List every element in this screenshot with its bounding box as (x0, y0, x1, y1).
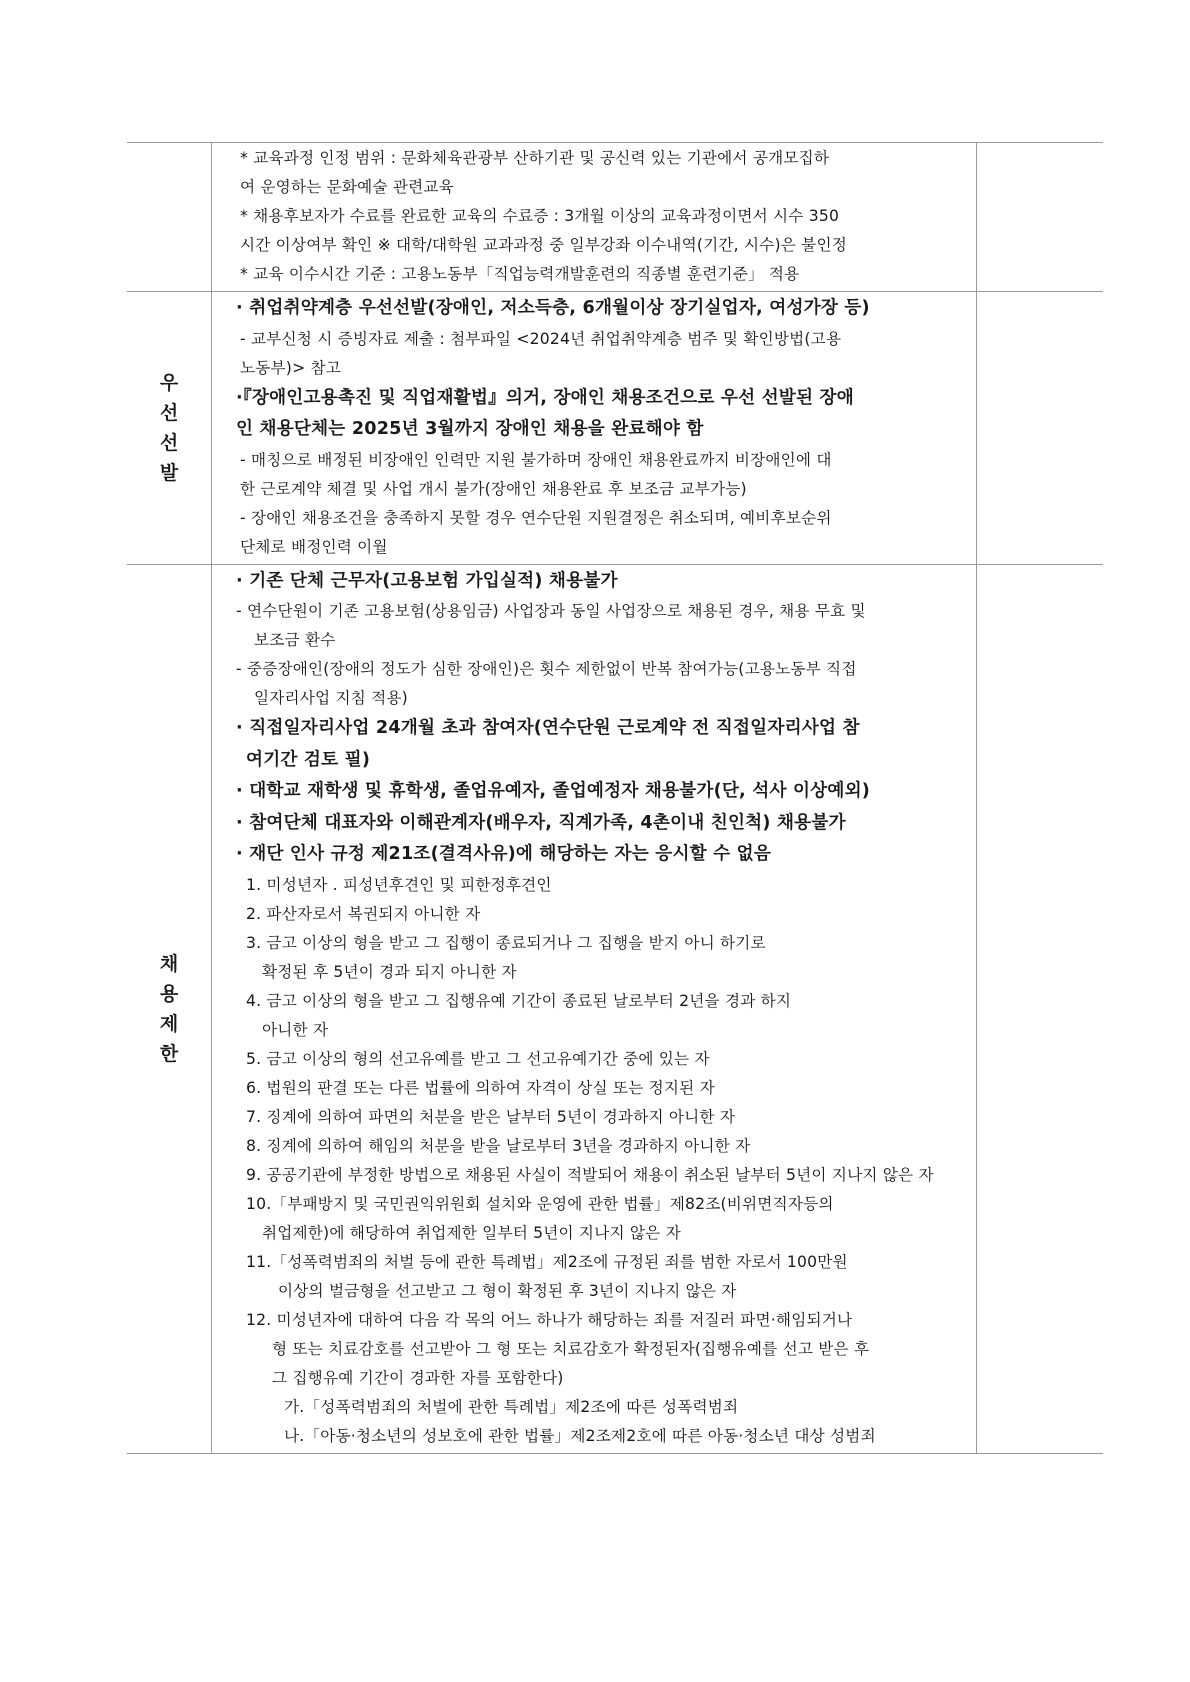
disqualification-item-10: 10.「부패방지 및 국민권익위원회 설치와 운영에 관한 법률」제82조(비위면직자등의 (246, 1194, 834, 1213)
priority-selection-content (212, 292, 977, 565)
disqualification-item-12-sub-a: 가.「성폭력범죄의 처벌에 관한 특례법」제2조에 따른 성폭력범죄 (284, 1397, 739, 1416)
education-note-3: * 교육 이수시간 기준 : 고용노동부「직업능력개발훈련의 직종별 훈련기준」 적용 (240, 265, 800, 283)
requirements-table (127, 142, 1103, 1454)
priority-sub-2: - 매칭으로 배정된 비장애인 인력만 지원 불가하며 장애인 채용완료까지 비장애인에 대 (240, 450, 832, 469)
disqualification-item-8: 8. 징계에 의하여 해임의 처분을 받을 날로부터 3년을 경과하지 아니한 자 (246, 1136, 751, 1155)
disqualification-item-3: 3. 금고 이상의 형을 받고 그 집행이 종료되거나 그 집행을 받지 아니 하기로 (246, 933, 766, 952)
disqualification-item-3-cont: 확정된 후 5년이 경과 되지 아니한 자 (262, 962, 517, 981)
disqualification-item-2: 2. 파산자로서 복권되지 아니한 자 (246, 904, 481, 923)
education-note-1-cont: 여 운영하는 문화예술 관련교육 (240, 178, 454, 196)
disqualification-item-12-cont-2: 그 집행유예 기간이 경과한 자를 포함한다) (272, 1368, 564, 1387)
disqualification-item-10-cont: 취업제한)에 해당하여 취업제한 일부터 5년이 지나지 않은 자 (262, 1223, 681, 1242)
education-heading-cell (127, 143, 212, 292)
disqualification-item-6: 6. 법원의 판결 또는 다른 법률에 의하여 자격이 상실 또는 정지된 자 (246, 1078, 715, 1097)
priority-sub-3-cont: 단체로 배정인력 이월 (240, 537, 388, 556)
restriction-bullet-2: · 직접일자리사업 24개월 초과 참여자(연수단원 근로계약 전 직접일자리사업 참 (236, 718, 860, 738)
disqualification-item-12: 12. 미성년자에 대하여 다음 각 목의 어느 하나가 해당하는 죄를 저질러 파면·해임되거나 (246, 1310, 853, 1329)
priority-selection-heading (127, 292, 212, 565)
disqualification-item-1: 1. 미성년자 . 피성년후견인 및 피한정후견인 (246, 875, 552, 894)
restriction-sub-1-cont: 보조금 환수 (254, 631, 336, 649)
restriction-bullet-2-cont: 여기간 검토 필) (246, 749, 371, 770)
hiring-restriction-row (127, 564, 1103, 1453)
restriction-heading-line-1: 채 용 (159, 952, 191, 1005)
restriction-sub-2-cont: 일자리사업 지침 적용) (254, 689, 408, 707)
education-note-2: * 채용후보자가 수료를 완료한 교육의 수료증 : 3개월 이상의 교육과정이면서 시수 350 (240, 207, 840, 225)
restriction-sub-1: - 연수단원이 기존 고용보험(상용임금) 사업장과 동일 사업장으로 채용된 경우, 채용 무효 및 (236, 602, 866, 620)
priority-bullet-2-cont: 인 채용단체는 2025년 3월까지 장애인 채용을 완료해야 함 (236, 419, 704, 439)
disqualification-item-12-cont-1: 형 또는 치료감호를 선고받아 그 형 또는 치료감호가 확정된자(집행유예를 선고 받은 후 (272, 1339, 870, 1358)
priority-selection-row (127, 292, 1103, 565)
disqualification-item-9: 9. 공공기관에 부정한 방법으로 채용된 사실이 적발되어 채용이 취소된 날부터 5년이 지나지 않은 자 (246, 1165, 934, 1184)
priority-extra-cell (977, 292, 1104, 565)
restriction-bullet-1: · 기존 단체 근무자(고용보험 가입실적) 채용불가 (236, 570, 618, 591)
restriction-bullet-4: · 참여단체 대표자와 이해관계자(배우자, 직계가족, 4촌이내 친인척) 채용불가 (236, 812, 846, 833)
priority-bullet-1: · 취업취약계층 우선선발(장애인, 저소득층, 6개월이상 장기실업자, 여성가장 등) (236, 298, 870, 318)
disqualification-item-11-cont: 이상의 벌금형을 선고받고 그 형이 확정된 후 3년이 지나지 않은 자 (278, 1281, 737, 1300)
priority-heading-line-1: 우 선 (159, 371, 191, 424)
education-row (127, 143, 1103, 292)
disqualification-item-5: 5. 금고 이상의 형의 선고유예를 받고 그 선고유예기간 중에 있는 자 (246, 1049, 710, 1068)
disqualification-item-4-cont: 아니한 자 (262, 1020, 329, 1039)
priority-heading-line-2: 선 발 (159, 431, 191, 484)
disqualification-item-4: 4. 금고 이상의 형을 받고 그 집행유예 기간이 종료된 날로부터 2년을 경과 하지 (246, 991, 792, 1010)
restriction-sub-2: - 중증장애인(장애의 정도가 심한 장애인)은 횟수 제한없이 반복 참여가능(고용노동부 직접 (236, 660, 857, 678)
priority-sub-1: - 교부신청 시 증빙자료 제출 : 첨부파일 <2024년 취업취약계층 범주 및 확인방법(고용 (240, 329, 842, 348)
education-note-1: * 교육과정 인정 범위 : 문화체육관광부 산하기관 및 공신력 있는 기관에서 공개모집하 (240, 149, 830, 167)
education-extra-cell (977, 143, 1104, 292)
restriction-extra-cell (977, 564, 1104, 1453)
restriction-bullet-5: · 재단 인사 규정 제21조(결격사유)에 해당하는 자는 응시할 수 없음 (236, 844, 772, 864)
education-content-cell (212, 143, 977, 292)
restriction-heading-line-2: 제 한 (159, 1012, 191, 1065)
restriction-bullet-3: · 대학교 재학생 및 휴학생, 졸업유예자, 졸업예정자 채용불가(단, 석사 이상예외) (236, 781, 871, 801)
priority-sub-1-cont: 노동부)> 참고 (240, 358, 342, 377)
hiring-restriction-content (212, 564, 977, 1453)
priority-sub-3: - 장애인 채용조건을 충족하지 못할 경우 연수단원 지원결정은 취소되며, 예비후보순위 (240, 508, 832, 527)
disqualification-item-7: 7. 징계에 의하여 파면의 처분을 받은 날부터 5년이 경과하지 아니한 자 (246, 1107, 736, 1126)
disqualification-item-11: 11.「성폭력범죄의 처벌 등에 관한 특례법」제2조에 규정된 죄를 범한 자로서 100만원 (246, 1252, 848, 1271)
priority-bullet-2: ·『장애인고용촉진 및 직업재활법』의거, 장애인 채용조건으로 우선 선발된 장애 (236, 387, 854, 408)
priority-sub-2-cont: 한 근로계약 체결 및 사업 개시 불가(장애인 채용완료 후 보조금 교부가능) (240, 479, 747, 498)
hiring-restriction-heading (127, 564, 212, 1453)
disqualification-item-12-sub-b: 나.「아동·청소년의 성보호에 관한 법률」제2조제2호에 따른 아동·청소년 대상 성범죄 (284, 1426, 876, 1445)
education-note-2-cont: 시간 이상여부 확인 ※ 대학/대학원 교과과정 중 일부강좌 이수내역(기간, 시수)은 불인정 (240, 236, 847, 254)
